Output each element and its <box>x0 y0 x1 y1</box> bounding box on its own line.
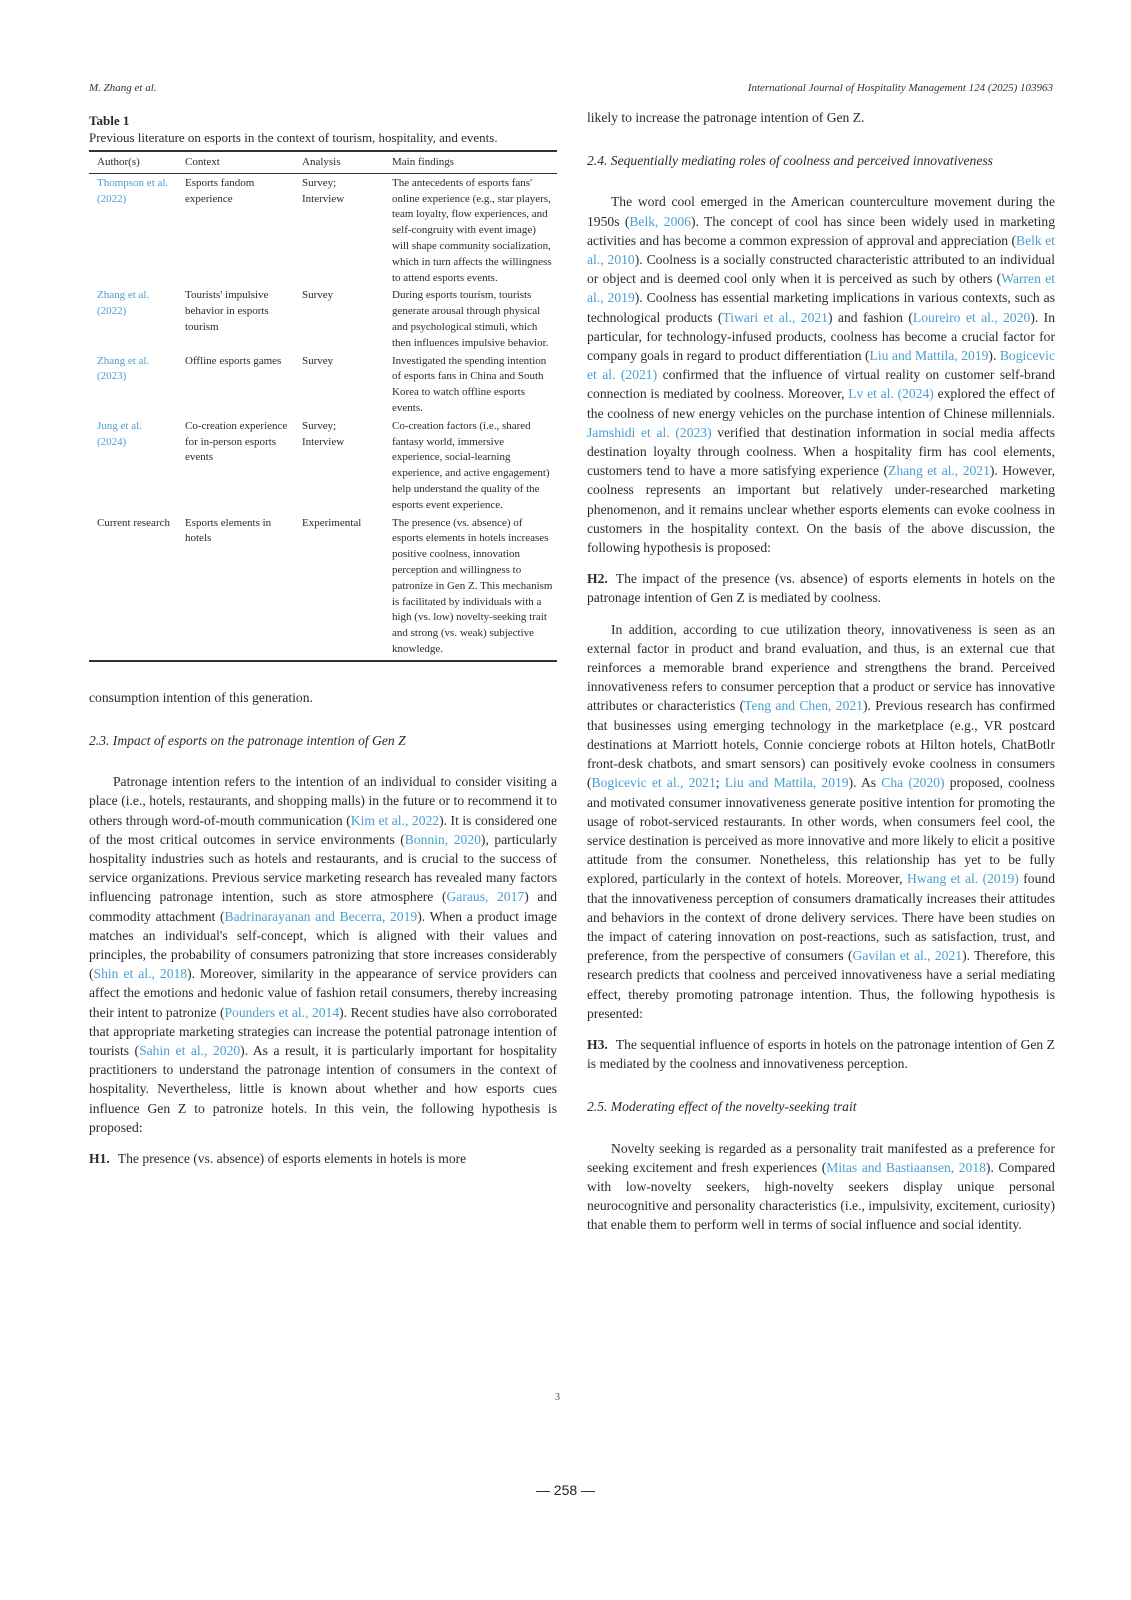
findings-cell: During esports tourism, tourists generate arousal through physical and psychological stimuli, which then influences impulsive behavior. <box>392 289 549 349</box>
citation-link[interactable]: Mitas and Bastiaansen, 2018 <box>826 1159 986 1175</box>
citation-link[interactable]: Lv et al. (2024) <box>848 386 934 402</box>
context-cell: Offline esports games <box>185 354 282 367</box>
table-row <box>89 352 557 417</box>
author-citation-link[interactable]: Zhang et al. (2023) <box>97 354 150 383</box>
citation-link[interactable]: Liu and Mattila, 2019 <box>724 775 849 791</box>
table-row <box>89 514 557 661</box>
hypothesis-h1 <box>89 1149 557 1168</box>
analysis-cell: Survey <box>302 289 334 302</box>
findings-cell: Co-creation factors (i.e., shared fantasy world, immersive experience, social-learning experience, and active engagement) help understand the quality of the esports event experience. <box>392 419 550 511</box>
citation-link[interactable]: Sahin et al., 2020 <box>139 1042 241 1058</box>
paragraph-continuation: consumption intention of this generation. <box>89 689 313 705</box>
citation-link[interactable]: Belk, 2006 <box>629 213 691 229</box>
hypothesis-h3 <box>587 1035 1055 1073</box>
running-head-author: M. Zhang et al. <box>89 82 157 94</box>
citation-link[interactable]: Bonnin, 2020 <box>404 831 481 847</box>
citation-link[interactable]: Liu and Mattila, 2019 <box>869 348 989 364</box>
findings-cell: The antecedents of esports fans' online experience (e.g., star players, team loyalty, flow experiences, and self-congruity with event image) will shape community socialization, which in turn affects the willingness to attend esports events. <box>392 176 552 284</box>
hypothesis-label: H2. <box>587 571 608 587</box>
citation-link[interactable]: Warren et al., 2019 <box>587 271 1055 306</box>
paragraph-2-4-coolness: The word cool emerged in the American counterculture movement during the 1950s (Belk, 2006). The concept of cool has since been widely used in marketing activities and has become a common expression of approval and appreciation (Belk et al., 2010). Coolness is a socially constructed characteristic attributed to an individual or object and is deemed cool only when it is perceived as such by others (Warren et al., 2019). Coolness has essential marketing implications in various contexts, such as technological products (Tiwari et al., 2021) and fashion (Loureiro et al., 2020). In particular, for technology-infused products, coolness has become a crucial factor for company goals in regard to product differentiation (Liu and Mattila, 2019). Bogicevic et al. (2021) confirmed that the influence of virtual reality on customer self-brand connection is mediated by coolness. Moreover, Lv et al. (2024) explored the effect of the coolness of new energy vehicles on the purchase intention of Chinese millennials. Jamshidi et al. (2023) verified that destination information in social media affects destination loyalty through coolness. When a hospitality firm has cool elements, customers tend to have a more satisfying experience (Zhang et al., 2021). However, coolness represents an important but relatively under-researched marketing phenomenon, and it remains unclear whether esports elements can evoke coolness in customers in the hospitality context. On the basis of the above discussion, the following hypothesis is proposed: <box>587 194 1055 556</box>
citation-link[interactable]: Zhang et al., 2021 <box>888 463 990 479</box>
table-title: Table 1 <box>89 113 130 128</box>
hypothesis-label: H1. <box>89 1150 110 1166</box>
table-caption: Previous literature on esports in the context of tourism, hospitality, and events. <box>89 129 557 152</box>
citation-link[interactable]: Shin et al., 2018 <box>93 966 188 982</box>
hypothesis-h2 <box>587 569 1055 607</box>
analysis-cell: Experimental <box>294 514 384 661</box>
column-header-analysis: Analysis <box>294 152 384 173</box>
citation-link[interactable]: Jamshidi et al. (2023) <box>587 424 712 440</box>
section-heading-2-4: 2.4. Sequentially mediating roles of coolness and perceived innovativeness <box>587 153 993 169</box>
context-cell: Tourists' impulsive behavior in esports tourism <box>185 289 269 333</box>
hypothesis-label: H3. <box>587 1036 608 1052</box>
context-cell: Esports elements in hotels <box>177 514 294 661</box>
running-head-journal: International Journal of Hospitality Management 124 (2025) 103963 <box>747 82 1053 94</box>
citation-link[interactable]: Kim et al., 2022 <box>350 812 440 828</box>
paragraph-continuation: likely to increase the patronage intention of Gen Z. <box>587 110 865 125</box>
table-row <box>89 286 557 351</box>
citation-link[interactable]: Badrinarayanan and Becerra, 2019 <box>224 908 418 924</box>
context-cell: Esports fandom experience <box>185 176 255 205</box>
analysis-cell: Survey; Interview <box>302 176 345 205</box>
citation-link[interactable]: Teng and Chen, 2021 <box>744 698 863 714</box>
hypothesis-text: The presence (vs. absence) of esports elements in hotels is more <box>117 1150 467 1166</box>
column-header-findings: Main findings <box>384 152 557 173</box>
citation-link[interactable]: Hwang et al. (2019) <box>906 871 1019 887</box>
section-heading-2-3: 2.3. Impact of esports on the patronage intention of Gen Z <box>89 732 406 748</box>
citation-link[interactable]: Pounders et al., 2014 <box>224 1004 340 1020</box>
paragraph-2-4-innovativeness: In addition, according to cue utilization theory, innovativeness is seen as an external factor in product and brand evaluation, and thus, is an external cue that reinforces a memorable brand experience and strengthens the brand. Perceived innovativeness refers to consumer perception that a product or service has innovative attributes or characteristics (Teng and Chen, 2021). Previous research has confirmed that businesses using emerging technology in the marketplace (e.g., VR postcard destinations at Marriott hotels, Connie concierge robots at Hilton hotels, ChatBotlr front-desk chatbots, and smart sensors) can positively evoke coolness in consumers (Bogicevic et al., 2021; Liu and Mattila, 2019). As Cha (2020) proposed, coolness and motivated consumer innovativeness generate positive intention for promoting the usage of robot-serviced restaurants. In other words, when consumers feel cool, the service destination is perceived as more innovative and more likely to elicit a positive attitude from the consumer. Nonetheless, this relationship has yet to be fully explored, particularly in the context of hotels. Moreover, Hwang et al. (2019) found that the innovativeness perception of consumers dramatically increases their attitudes and behaviors in the context of drone delivery services. There have been studies on the impact of catering innovation on post-reactions, such as satisfaction, trust, and preference, from the perspective of consumers (Gavilan et al., 2021). Therefore, this research predicts that coolness and perceived innovativeness have a serial mediating effect, thereby promoting patronage intention. Thus, the following hypothesis is presented: <box>587 621 1055 1021</box>
citation-link[interactable]: Belk et al., 2010 <box>587 232 1055 268</box>
analysis-cell: Survey; Interview <box>302 419 345 448</box>
findings-cell: Investigated the spending intention of esports fans in China and South Korea to watch offline esports events. <box>392 354 547 414</box>
hypothesis-text: The impact of the presence (vs. absence) of esports elements in hotels on the patronage intention of Gen Z is mediated by coolness. <box>587 571 1055 606</box>
left-column <box>89 108 557 1168</box>
paragraph-2-5: Novelty seeking is regarded as a personality trait manifested as a preference for seeking excitement and fresh experiences (Mitas and Bastiaansen, 2018). Compared with low-novelty seekers, high-novelty seekers display unique personal neurocognitive and personality characteristics (i.e., impulsivity, excitement, curiosity) that enable them to perform well in terms of social influence and social identity. <box>587 1140 1055 1233</box>
author-citation-link[interactable]: Jung et al. (2024) <box>97 419 142 448</box>
author-cell: Current research <box>89 514 177 661</box>
table-header-row <box>89 152 557 173</box>
findings-cell: The presence (vs. absence) of esports elements in hotels increases positive coolness, innovation perception and willingness to patronize in Gen Z. This mechanism is facilitated by individuals with a high (vs. low) novelty-seeking trait and strong (vs. weak) subjective knowledge. <box>384 514 557 661</box>
citation-link[interactable]: Gavilan et al., 2021 <box>852 948 963 964</box>
hypothesis-text: The sequential influence of esports in hotels on the patronage intention of Gen Z is mediated by the coolness and innovativeness perception. <box>587 1036 1055 1072</box>
table-row <box>89 417 557 514</box>
context-cell: Co-creation experience for in-person esports events <box>185 419 288 464</box>
section-heading-2-5: 2.5. Moderating effect of the novelty-seeking trait <box>587 1099 857 1115</box>
column-header-authors: Author(s) <box>89 152 177 173</box>
citation-link[interactable]: Loureiro et al., 2020 <box>912 309 1031 325</box>
printed-page-number: — 258 — <box>535 1482 596 1498</box>
table-row <box>89 173 557 286</box>
citation-link[interactable]: Bogicevic et al., 2021 <box>591 775 716 791</box>
literature-table <box>89 152 557 662</box>
right-column <box>587 108 1055 1235</box>
citation-link[interactable]: Garaus, 2017 <box>446 889 525 905</box>
author-citation-link[interactable]: Zhang et al. (2022) <box>97 289 150 318</box>
author-citation-link[interactable]: Thompson et al. (2022) <box>97 176 169 205</box>
page-number: 3 <box>555 1392 560 1403</box>
citation-link[interactable]: Cha (2020) <box>881 775 945 791</box>
analysis-cell: Survey <box>302 354 334 367</box>
citation-link[interactable]: Bogicevic et al. (2021) <box>587 348 1055 383</box>
column-header-context: Context <box>177 152 294 173</box>
paragraph-2-3: Patronage intention refers to the intention of an individual to consider visiting a place (i.e., hotels, restaurants, and shopping malls) in the future or to recommend it to others through word-of-mouth communication (Kim et al., 2022). It is considered one of the most critical outcomes in service environments (Bonnin, 2020), particularly hospitality industries such as hotels and restaurants, and is crucial to the success of service organizations. Previous service marketing research has revealed many factors influencing patronage intention, such as store atmosphere (Garaus, 2017) and commodity attachment (Badrinarayanan and Becerra, 2019). When a product image matches an individual's self-concept, which is aligned with their values and principles, the probability of consumers patronizing that store increases considerably (Shin et al., 2018). Moreover, similarity in the appearance of service providers can affect the emotions and hedonic value of fashion retail consumers, thereby increasing their intent to patronize (Pounders et al., 2014). Recent studies have also corroborated that appropriate marketing strategies can increase the potential patronage intention of tourists (Sahin et al., 2020). As a result, it is particularly important for hospitality practitioners to understand the patronage intention of consumers in the context of hospitality. Nevertheless, little is known about whether and how esports cues influence Gen Z to patronize hotels. In this vein, the following hypothesis is proposed: <box>89 774 558 1135</box>
citation-link[interactable]: Tiwari et al., 2021 <box>722 309 828 325</box>
